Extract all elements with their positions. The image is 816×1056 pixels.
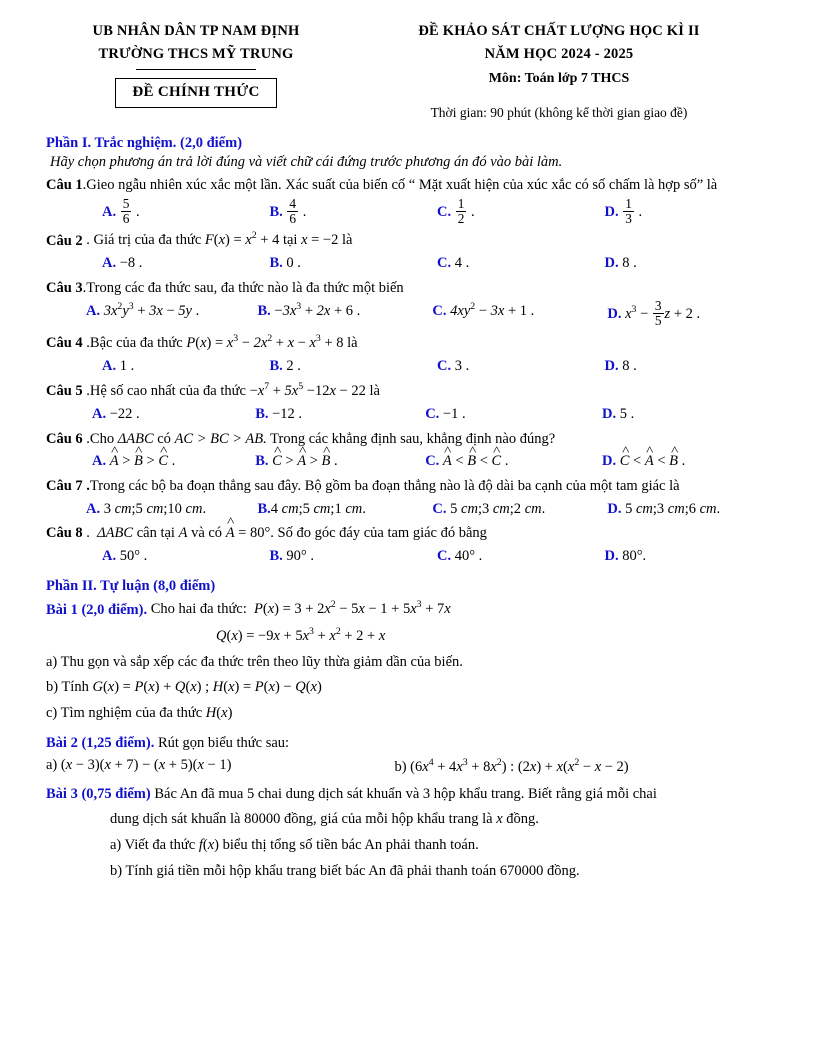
option-2-a[interactable]: A. −8 .: [102, 254, 143, 271]
option-4-c[interactable]: C. 3 .: [437, 357, 470, 374]
option-3-d[interactable]: D. $x^3$ − $\frac{3}{5}$ z + 2 .: [607, 298, 701, 329]
question-1-options: [46, 195, 772, 227]
bai3-line2: dung dịch sát khuẩn là 80000 đồng, giá của mỗi hộp khẩu trang là x đồng.: [110, 811, 539, 828]
issuing-authority: UB NHÂN DÂN TP NAM ĐỊNH: [92, 23, 300, 39]
question-5-options: [46, 404, 772, 426]
exam-title: ĐỀ KHẢO SÁT CHẤT LƯỢNG HỌC KÌ II: [418, 23, 700, 39]
option-2-b[interactable]: B. 0 .: [269, 254, 301, 271]
option-3-a[interactable]: A. $3x^2y^3 + 3x - 5y$ .: [86, 301, 200, 320]
document-header: [46, 18, 772, 121]
bai1-b: b) Tính G(x) = P(x) + Q(x) ; H(x) = P(x) − Q(x): [46, 679, 322, 696]
question-2: [46, 230, 772, 251]
option-7-c[interactable]: C. 5 cm;3 cm;2 cm.: [432, 500, 546, 517]
bai1-a: a) Thu gọn và sắp xếp các đa thức trên theo lũy thừa giảm dần của biến.: [46, 653, 463, 670]
option-6-d-label: D.: [601, 453, 617, 470]
bai2-intro: Rút gọn biểu thức sau:: [154, 734, 290, 751]
option-7-d-label: D.: [607, 500, 622, 517]
option-1-c-value: $\frac{1}{2}$: [457, 195, 465, 226]
option-3-d-label: D.: [607, 306, 622, 323]
option-1-c[interactable]: C. $\frac{1}{2}$ .: [437, 195, 475, 226]
option-1-d-value: $\frac{1}{3}$: [625, 195, 632, 226]
bai1-c: c) Tìm nghiệm của đa thức H(x): [46, 705, 233, 722]
header-right-block: [346, 18, 772, 121]
question-6: [46, 429, 772, 450]
option-6-b-label: B.: [255, 453, 269, 470]
part2-title: Phần II. Tự luận (8,0 điểm): [46, 577, 216, 594]
option-5-c[interactable]: C. −1 .: [425, 405, 466, 422]
duration-line: Thời gian: 90 phút (không kể thời gian giao đề): [430, 104, 688, 120]
school-name: TRƯỜNG THCS MỸ TRUNG: [98, 46, 294, 63]
question-3: [46, 278, 772, 299]
option-3-a-label: A.: [86, 303, 101, 320]
option-2-d[interactable]: D. 8 .: [604, 254, 637, 271]
option-5-a[interactable]: A. −22 .: [92, 405, 140, 422]
option-4-b-label: B.: [269, 357, 283, 374]
bai2-a: a) (x − 3)(x + 7) − (x + 5)(x − 1): [46, 756, 232, 773]
bai3-a: a) Viết đa thức f(x) biểu thị tổng số tiền bác An phải thanh toán.: [110, 837, 479, 854]
option-7-a-label: A.: [86, 500, 101, 517]
option-6-a[interactable]: A. A ^ > B ^ > C ^ .: [92, 451, 255, 473]
option-7-a[interactable]: A. 3 cm;5 cm;10 cm.: [86, 500, 207, 517]
option-6-b[interactable]: B. C ^ > A ^ > B ^ .: [255, 451, 425, 473]
question-7: [46, 476, 772, 497]
question-5: [46, 380, 772, 401]
option-1-b-label: B.: [269, 203, 283, 220]
question-4-number: Câu 4: [46, 335, 83, 352]
question-8-options: [46, 546, 772, 568]
official-exam-badge: ĐỀ CHÍNH THỨC: [115, 78, 276, 108]
question-4: [46, 332, 772, 353]
header-divider: [136, 69, 256, 70]
option-7-c-label: C.: [432, 500, 447, 517]
bai2-items: [46, 757, 772, 776]
question-2-number: Câu 2: [46, 232, 83, 249]
bai3-line1: Bác An đã mua 5 chai dung dịch sát khuẩn và 3 hộp khẩu trang. Biết rằng giá mỗi chai: [150, 785, 657, 802]
option-8-c[interactable]: C. 40° .: [437, 547, 483, 564]
option-4-c-label: C.: [437, 357, 452, 374]
bai3-label: Bài 3 (0,75 điểm): [46, 785, 151, 802]
question-3-text: .Trong các đa thức sau, đa thức nào là đa thức một biến: [82, 279, 404, 296]
option-8-a[interactable]: A. 50° .: [102, 547, 148, 564]
option-7-d[interactable]: D. 5 cm;3 cm;6 cm.: [607, 500, 721, 517]
option-7-b[interactable]: B.4 cm;5 cm;1 cm.: [257, 500, 366, 517]
option-8-b-label: B.: [269, 547, 283, 564]
subject-line: Môn: Toán lớp 7 THCS: [488, 71, 630, 87]
option-4-d-label: D.: [604, 357, 619, 374]
option-6-c[interactable]: C. A ^ < B ^ < C ^ .: [425, 451, 602, 473]
question-8: [46, 523, 772, 544]
bai3-b: b) Tính giá tiền mỗi hộp khẩu trang biết bác An đã phải thanh toán 670000 đồng.: [110, 862, 580, 879]
option-1-b[interactable]: B. $\frac{4}{6}$ .: [269, 195, 307, 226]
option-4-d[interactable]: D. 8 .: [604, 357, 637, 374]
part1-instruction: Hãy chọn phương án trả lời đúng và viết chữ cái đứng trước phương án đó vào bài làm.: [50, 153, 563, 170]
option-3-b[interactable]: B. $-3x^3 + 2x + 6$ .: [257, 301, 361, 320]
question-6-text: .Cho ΔABC có AC > BC > AB. Trong các khẳng định sau, khẳng định nào đúng?: [86, 430, 556, 447]
question-4-options: [46, 356, 772, 378]
bai2-label: Bài 2 (1,25 điểm).: [46, 734, 155, 751]
option-7-b-label: B.: [257, 500, 271, 517]
option-2-c[interactable]: C. 4 .: [437, 254, 470, 271]
option-8-d-label: D.: [604, 547, 619, 564]
option-1-a-value: $\frac{5}{6}$: [122, 195, 130, 226]
option-2-c-label: C.: [437, 254, 452, 271]
option-2-b-label: B.: [269, 254, 283, 271]
question-6-number: Câu 6: [46, 430, 83, 447]
option-1-c-label: C.: [437, 203, 452, 220]
question-8-text: . ΔABC cân tại A và có A ^ = 80°. Số đo góc đáy của tam giác đó bằng: [86, 525, 487, 541]
question-7-number: Câu 7 .: [46, 477, 90, 494]
bai1-qx: $Q(x) = -9x + 5x^3 + x^2 + 2 + x$: [216, 626, 386, 644]
question-6-options: [46, 451, 772, 473]
option-8-c-label: C.: [437, 547, 452, 564]
option-1-a-label: A.: [102, 203, 117, 220]
option-8-a-label: A.: [102, 547, 117, 564]
option-4-b[interactable]: B. 2 .: [269, 357, 301, 374]
option-5-d-label: D.: [601, 405, 617, 422]
option-4-a-label: A.: [102, 357, 117, 374]
school-year: NĂM HỌC 2024 - 2025: [484, 46, 634, 63]
option-2-d-label: D.: [604, 254, 619, 271]
option-6-c-label: C.: [425, 453, 440, 470]
option-1-d-label: D.: [604, 203, 619, 220]
question-3-options: [46, 300, 772, 329]
question-2-options: [46, 253, 772, 275]
option-5-b-label: B.: [255, 405, 269, 422]
bai2-heading: [46, 733, 772, 755]
bai2-b: b) $(6x^4 + 4x^3 + 8x^2)$ : $(2x) + x(x^2 - x - 2)$: [394, 756, 629, 775]
bai3-heading: [46, 784, 772, 806]
question-8-number: Câu 8: [46, 525, 83, 542]
question-1: [46, 175, 772, 196]
question-7-options: [46, 499, 772, 521]
part1-title: Phần I. Trắc nghiệm. (2,0 điểm): [46, 134, 243, 151]
bai1-label: Bài 1 (2,0 điểm).: [46, 601, 148, 618]
question-2-text: . Giá trị của đa thức $F(x) = x^2 + 4$ tại x = −2 là: [86, 230, 353, 249]
bai1-heading: [46, 599, 772, 622]
option-5-d[interactable]: D. 5 .: [601, 405, 635, 422]
option-6-d[interactable]: D. C ^ < A ^ < B ^ .: [602, 451, 772, 473]
question-1-number: Câu 1: [46, 176, 83, 193]
option-8-d[interactable]: D. 80°.: [604, 547, 647, 564]
option-5-c-label: C.: [425, 405, 440, 422]
option-5-b[interactable]: B. −12 .: [255, 405, 303, 422]
option-8-b[interactable]: B. 90° .: [269, 547, 314, 564]
option-1-b-value: $\frac{4}{6}$: [289, 195, 297, 226]
option-1-d[interactable]: D. $\frac{1}{3}$ .: [604, 195, 643, 226]
question-5-number: Câu 5: [46, 383, 83, 400]
option-2-a-label: A.: [102, 254, 117, 271]
option-1-a[interactable]: A. $\frac{5}{6}$ .: [102, 195, 140, 226]
question-4-text: .Bậc của đa thức $P(x) = x^3 - 2x^2 + x - x^3 + 8$ là: [86, 333, 358, 352]
option-5-a-label: A.: [92, 405, 107, 422]
option-6-a-label: A.: [92, 453, 107, 470]
header-left-block: [46, 18, 346, 108]
question-3-number: Câu 3: [46, 279, 83, 296]
question-7-text: Trong các bộ ba đoạn thẳng sau đây. Bộ gồm ba đoạn thẳng nào là độ dài ba cạnh của một tam giác là: [89, 477, 680, 494]
question-5-text: .Hệ số cao nhất của đa thức $-x^7 + 5x^5 -12x - 22$ là: [86, 381, 380, 400]
option-3-b-label: B.: [257, 303, 271, 320]
option-3-c[interactable]: C. $4xy^2 - 3x + 1$ .: [432, 301, 535, 320]
option-4-a[interactable]: A. 1 .: [102, 357, 135, 374]
bai1-intro: Cho hai đa thức: $P(x) = 3 + 2x^2 - 5x - 1 + 5x^3 + 7x$: [147, 599, 451, 618]
option-3-c-label: C.: [432, 303, 447, 320]
question-1-text: .Gieo ngẫu nhiên xúc xắc một lần. Xác suất của biến cố “ Mặt xuất hiện của xúc xắc có số chấm là hợp số” là: [82, 176, 718, 193]
